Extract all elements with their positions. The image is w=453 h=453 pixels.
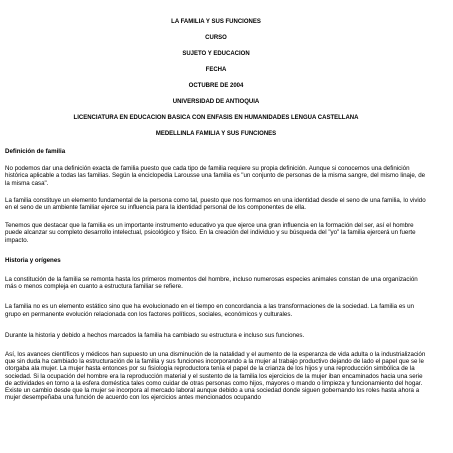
place-line: MEDELLINLA FAMILIA Y SUS FUNCIONES	[155, 131, 277, 137]
date-label: FECHA	[205, 67, 227, 73]
paragraph: Así, los avances científicos y médicos han supuesto un una disminución de la natalidad y el aumento de la esperanza de vida adulta o la industrialización que sin duda ha cambiado la estructuración de la familia y sus funciones incorporando a la mujer al trabajo productivo dejando de lado el papel que se le otorgaba ala mujer. La mujer hasta entonces por su fisiología reproductora tenía el papel de la crianza de los hijos y una reproducción simbólica de la sociedad. Si la ocupación del hombre era la reproducción material y el sustento de la familia los ejercicios de la mujer iban encaminados hacia una serie de actividades en torno a la esfera doméstica tales como cuidar de otras personas como hijos, mayores o mando o limpieza y funcionamiento del hogar. Existe un cambio desde que la mujer se incorpora al mercado laboral aunque debido a una sociedad donde siguen gobernando los roles hasta ahora a mujer desempeñaba una función de acuerdo con los ejercicios antes mencionados ocupando	[5, 351, 426, 402]
university-name: UNIVERSIDAD DE ANTIOQUIA	[172, 99, 260, 105]
document-header	[5, 19, 427, 138]
paragraph: La constitución de la familia se remonta hasta los primeros momentos del hombre, incluso numerosas especies animales constan de una organización más o menos compleja en cuanto a estructura familiar se refiere.	[5, 276, 418, 291]
document-title: LA FAMILIA Y SUS FUNCIONES	[171, 19, 261, 25]
paragraph: Durante la historia y debido a hechos marcados la familia ha cambiado su estructura e incluso sus funciones.	[5, 331, 305, 339]
program-name: LICENCIATURA EN EDUCACION BASICA CON ENFASIS EN HUMANIDADES LENGUA CASTELLANA	[73, 115, 359, 121]
paragraph: La familia no es un elemento estático sino que ha evolucionado en el tiempo en concordancia a las transformaciones de la sociedad. La familia es un grupo en permanente evolución relacionada con los factores políticos, sociales, económicos y culturales.	[5, 303, 414, 318]
course-label: CURSO	[205, 35, 227, 41]
course-name: SUJETO Y EDUCACION	[182, 51, 250, 57]
paragraph: Tenemos que destacar que la familia es un importante instrumento educativo ya que ejerce una gran influencia en la formación del ser, así el hombre puede alcanzar su completo desarrollo intelectual, psicológico y físico. En la creación del individuo y su búsqueda del "yo" la familia ejercerá un fuerte impacto.	[5, 222, 416, 244]
date-value: OCTUBRE DE 2004	[188, 83, 244, 89]
paragraph: No podemos dar una definición exacta de familia puesto que cada tipo de familia requiere su propia definición. Aunque si conocemos una definición histórica aplicable a todas las familias. Según la enciclopedia Larousse una familia es "un conjunto de personas de la misma sangre, del mismo linaje, de la misma casa".	[5, 165, 426, 187]
section-heading-historia: Historia y orígenes	[5, 256, 61, 264]
section-heading-definicion: Definición de familia	[5, 148, 66, 155]
paragraph: La familia constituye un elemento fundamental de la persona como tal, puesto que nos formamos en una identidad desde el seno de una familia, lo vivido en el seno de un ambiente familiar ejerce su influencia para la identidad personal de los componentes de ella.	[5, 196, 426, 212]
